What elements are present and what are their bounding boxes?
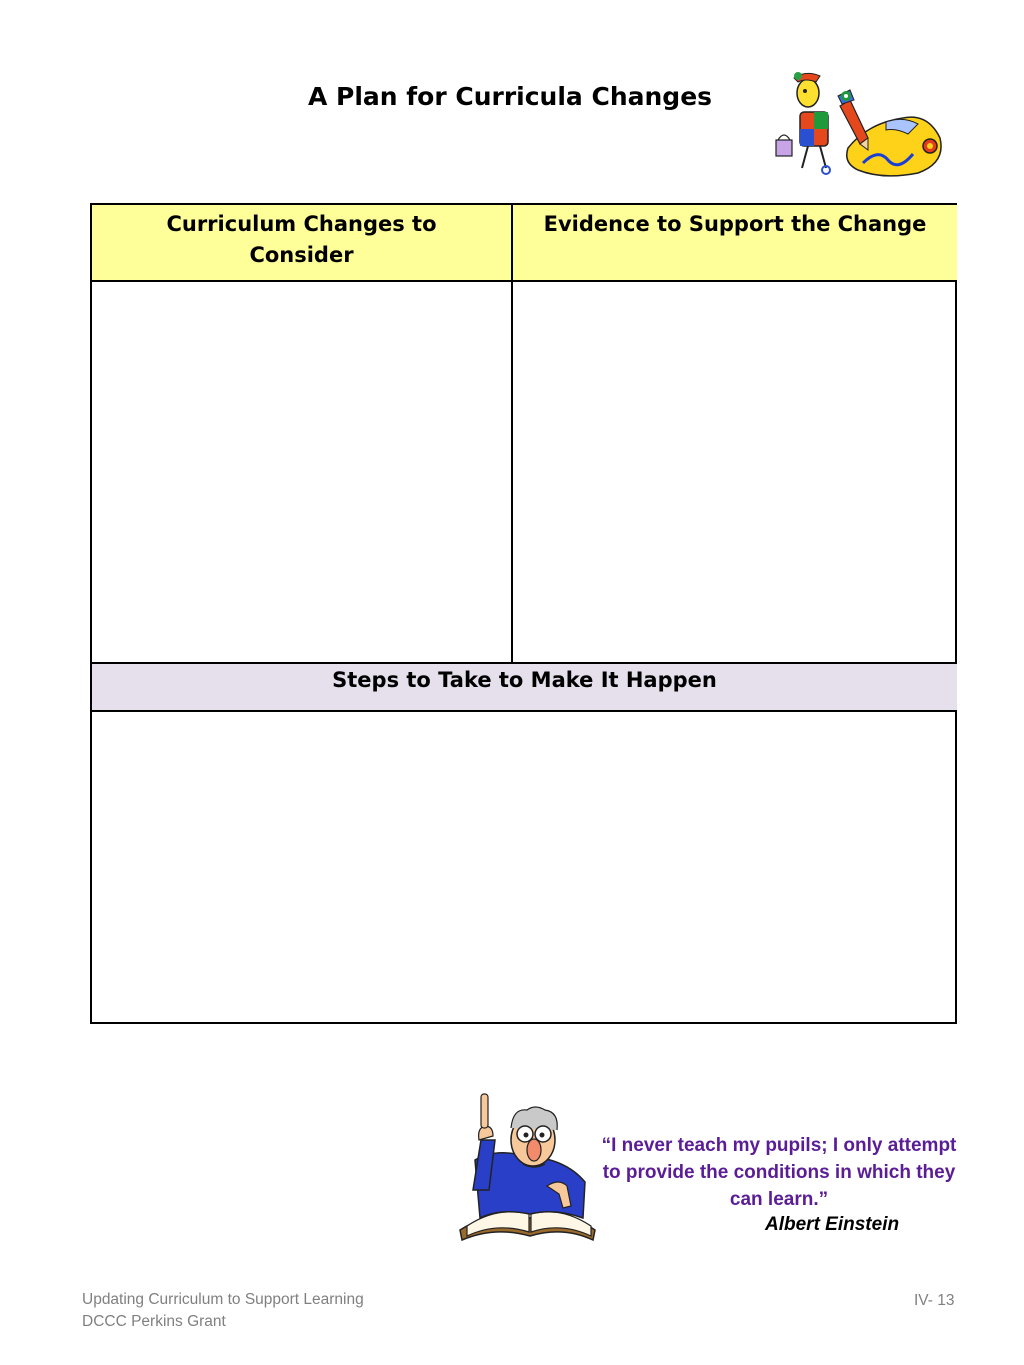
plan-table bbox=[90, 203, 957, 1024]
quote-text: “I never teach my pupils; I only attempt to provide the conditions in which they can learn.” bbox=[601, 1135, 957, 1210]
footer-line-2: DCCC Perkins Grant bbox=[82, 1313, 226, 1330]
page-number: IV- 13 bbox=[914, 1292, 955, 1309]
curriculum-changes-cell[interactable] bbox=[92, 282, 513, 662]
footer-line-1: Updating Curriculum to Support Learning bbox=[82, 1291, 364, 1308]
quote-author: Albert Einstein bbox=[765, 1214, 900, 1235]
page-title: A Plan for Curricula Changes bbox=[307, 82, 713, 111]
artist-character-clipart-icon bbox=[768, 68, 948, 180]
steps-cell[interactable] bbox=[92, 712, 957, 1022]
evidence-cell[interactable] bbox=[513, 282, 957, 662]
section-header-steps: Steps to Take to Make It Happen bbox=[92, 662, 957, 712]
footer-left bbox=[82, 1289, 364, 1333]
col-header-curriculum-changes: Curriculum Changes to Consider bbox=[92, 205, 513, 282]
col-header-evidence: Evidence to Support the Change bbox=[513, 205, 957, 282]
professor-reading-clipart-icon bbox=[455, 1090, 600, 1242]
